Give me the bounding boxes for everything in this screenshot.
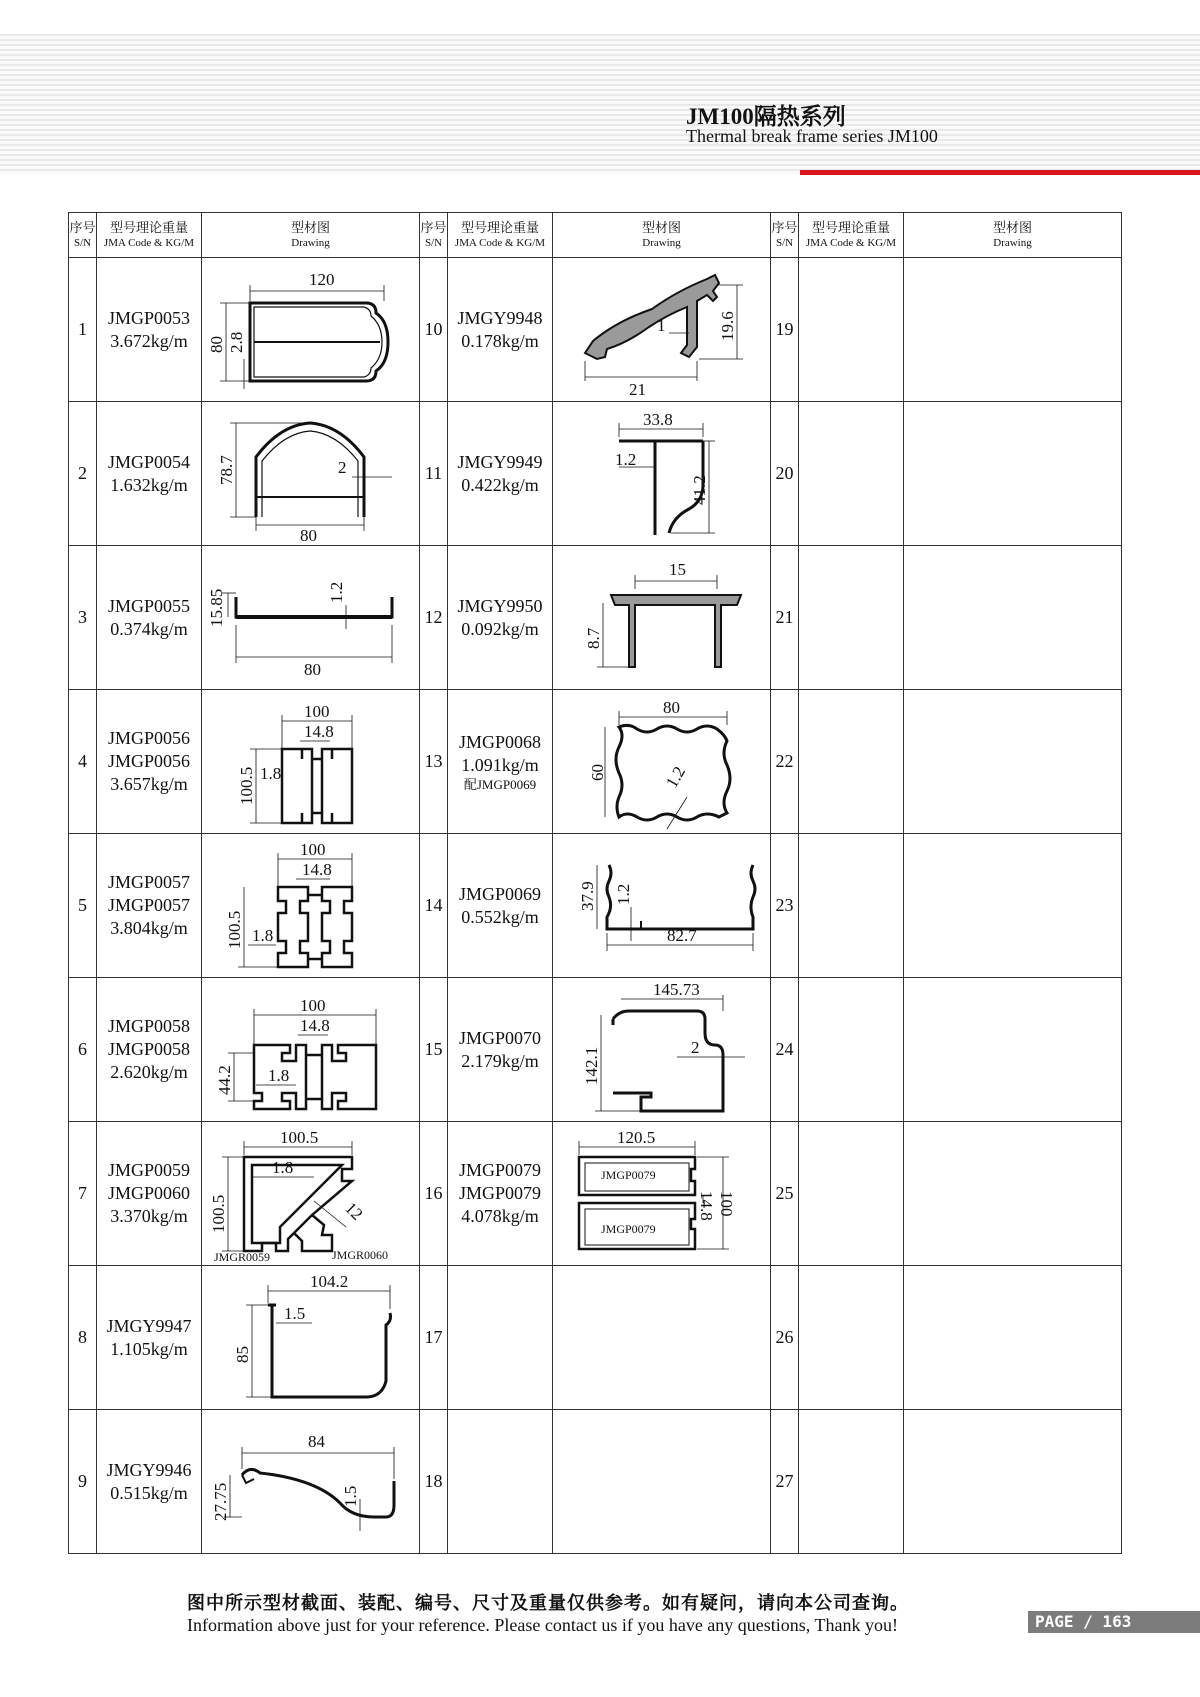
profile-drawing <box>206 1269 416 1407</box>
profile-drawing <box>206 1125 416 1263</box>
code-cell-empty <box>448 1410 553 1554</box>
col-header-drawing: 型材图 Drawing <box>202 213 420 258</box>
sn-cell: 16 <box>420 1122 448 1266</box>
svg-text:78.7: 78.7 <box>216 454 236 485</box>
profile-drawing <box>206 693 416 831</box>
sn-cell: 7 <box>69 1122 97 1266</box>
svg-text:2: 2 <box>337 457 346 477</box>
code-cell: JMGP0070 2.179kg/m <box>448 978 553 1122</box>
drawing-cell-empty <box>904 834 1122 978</box>
svg-text:104.2: 104.2 <box>309 1271 348 1291</box>
svg-text:JMGP0079: JMGP0079 <box>600 1167 656 1182</box>
code-cell-empty <box>799 258 904 402</box>
code-cell-empty <box>448 1266 553 1410</box>
profile-drawing <box>206 261 416 399</box>
sn-cell: 26 <box>771 1266 799 1410</box>
sn-cell: 18 <box>420 1410 448 1554</box>
code-cell: JMGP0053 3.672kg/m <box>97 258 202 402</box>
code-cell-empty <box>799 546 904 690</box>
drawing-cell-empty <box>553 1266 771 1410</box>
drawing-cell <box>553 546 771 690</box>
profile-drawing <box>206 405 416 543</box>
svg-text:44.2: 44.2 <box>214 1064 234 1095</box>
code-cell: JMGP0057 JMGP0057 3.804kg/m <box>97 834 202 978</box>
sn-cell: 2 <box>69 402 97 546</box>
sn-cell: 3 <box>69 546 97 690</box>
footer-note-cn: 图中所示型材截面、装配、编号、尺寸及重量仅供参考。如有疑问，请向本公司查询。 <box>187 1593 909 1614</box>
svg-text:80: 80 <box>662 697 680 717</box>
profile-drawing <box>206 981 416 1119</box>
svg-text:82.7: 82.7 <box>666 925 697 945</box>
table-row <box>69 1122 1122 1266</box>
code-cell: JMGP0054 1.632kg/m <box>97 402 202 546</box>
svg-text:100: 100 <box>303 701 329 721</box>
profile-drawing <box>206 1413 416 1551</box>
svg-text:1.8: 1.8 <box>267 1065 289 1085</box>
code-cell: JMGP0056 JMGP0056 3.657kg/m <box>97 690 202 834</box>
code-cell-empty <box>799 1266 904 1410</box>
drawing-cell <box>553 402 771 546</box>
drawing-cell <box>202 1266 420 1410</box>
col-header-drawing: 型材图 Drawing <box>553 213 771 258</box>
code-cell: JMGP0069 0.552kg/m <box>448 834 553 978</box>
svg-text:JMGP0079: JMGP0079 <box>600 1221 656 1236</box>
svg-text:8.7: 8.7 <box>583 627 603 649</box>
code-cell: JMGP0055 0.374kg/m <box>97 546 202 690</box>
table-header-row <box>69 213 1122 258</box>
sn-cell: 21 <box>771 546 799 690</box>
code-cell: JMGY9947 1.105kg/m <box>97 1266 202 1410</box>
svg-text:100.5: 100.5 <box>236 766 256 805</box>
footer-note-en: Information above just for your reference. Please contact us if you have any questions, Thank you! <box>187 1615 898 1635</box>
code-cell-empty <box>799 690 904 834</box>
svg-text:14.8: 14.8 <box>301 859 332 879</box>
profile-drawing <box>206 549 416 687</box>
drawing-cell-empty <box>904 258 1122 402</box>
svg-text:27.75: 27.75 <box>210 1482 230 1521</box>
col-header-sn: 序号 S/N <box>771 213 799 258</box>
sn-cell: 22 <box>771 690 799 834</box>
svg-text:JMGR0059: JMGR0059 <box>213 1249 270 1263</box>
svg-text:14.8: 14.8 <box>299 1015 330 1035</box>
drawing-cell-empty <box>904 1266 1122 1410</box>
profile-drawing <box>557 693 767 831</box>
table-row <box>69 402 1122 546</box>
svg-text:80: 80 <box>299 525 317 543</box>
table-row <box>69 834 1122 978</box>
svg-text:1.5: 1.5 <box>340 1485 360 1507</box>
sn-cell: 10 <box>420 258 448 402</box>
col-header-code: 型号理论重量 JMA Code & KG/M <box>448 213 553 258</box>
code-cell: JMGY9946 0.515kg/m <box>97 1410 202 1554</box>
svg-text:37.9: 37.9 <box>577 880 597 911</box>
drawing-cell <box>202 1122 420 1266</box>
sn-cell: 6 <box>69 978 97 1122</box>
col-header-sn: 序号 S/N <box>420 213 448 258</box>
drawing-cell-empty <box>553 1410 771 1554</box>
code-cell: JMGP0079 JMGP0079 4.078kg/m <box>448 1122 553 1266</box>
sn-cell: 27 <box>771 1410 799 1554</box>
sn-cell: 1 <box>69 258 97 402</box>
profile-table <box>68 212 1122 1554</box>
sn-cell: 14 <box>420 834 448 978</box>
drawing-cell-empty <box>904 1410 1122 1554</box>
drawing-cell <box>553 258 771 402</box>
svg-text:100: 100 <box>716 1190 736 1216</box>
svg-text:100: 100 <box>299 839 325 859</box>
svg-text:120: 120 <box>308 269 334 289</box>
svg-text:15: 15 <box>668 559 686 579</box>
sn-cell: 9 <box>69 1410 97 1554</box>
svg-text:14.8: 14.8 <box>303 721 334 741</box>
profile-drawing <box>557 261 767 399</box>
svg-text:100.5: 100.5 <box>279 1127 318 1147</box>
drawing-cell-empty <box>904 1122 1122 1266</box>
table-row <box>69 546 1122 690</box>
svg-text:2.8: 2.8 <box>226 331 246 353</box>
sn-cell: 12 <box>420 546 448 690</box>
profile-drawing <box>557 1125 767 1263</box>
sn-cell: 20 <box>771 402 799 546</box>
svg-text:80: 80 <box>303 659 321 679</box>
table-row <box>69 978 1122 1122</box>
series-subtitle: Thermal break frame series JM100 <box>686 126 938 146</box>
table-row <box>69 258 1122 402</box>
code-cell: JMGP0058 JMGP0058 2.620kg/m <box>97 978 202 1122</box>
code-cell: JMGY9948 0.178kg/m <box>448 258 553 402</box>
code-cell-empty <box>799 834 904 978</box>
profile-drawing <box>557 405 767 543</box>
profile-drawing <box>206 837 416 975</box>
profile-drawing <box>557 981 767 1119</box>
col-header-code: 型号理论重量 JMA Code & KG/M <box>97 213 202 258</box>
drawing-cell <box>553 690 771 834</box>
svg-text:100.5: 100.5 <box>224 910 244 949</box>
svg-text:1.2: 1.2 <box>614 449 636 469</box>
sn-cell: 8 <box>69 1266 97 1410</box>
sn-cell: 24 <box>771 978 799 1122</box>
drawing-cell <box>202 402 420 546</box>
sn-cell: 4 <box>69 690 97 834</box>
svg-text:14.8: 14.8 <box>696 1190 716 1221</box>
table-row <box>69 1410 1122 1554</box>
drawing-cell <box>202 690 420 834</box>
sn-cell: 25 <box>771 1122 799 1266</box>
col-header-sn: 序号 S/N <box>69 213 97 258</box>
page-number-badge: PAGE / 163 <box>1028 1611 1200 1633</box>
table-row <box>69 690 1122 834</box>
code-cell: JMGP0068 1.091kg/m 配JMGP0069 <box>448 690 553 834</box>
drawing-cell-empty <box>904 690 1122 834</box>
svg-text:1.2: 1.2 <box>326 581 346 603</box>
svg-text:1: 1 <box>656 315 665 335</box>
svg-text:2: 2 <box>690 1037 699 1057</box>
svg-text:15.85: 15.85 <box>206 588 226 627</box>
drawing-cell <box>202 258 420 402</box>
svg-text:84: 84 <box>307 1431 325 1451</box>
svg-text:145.73: 145.73 <box>652 980 700 999</box>
drawing-cell-empty <box>904 546 1122 690</box>
svg-text:1.8: 1.8 <box>271 1157 293 1177</box>
sn-cell: 17 <box>420 1266 448 1410</box>
code-cell-empty <box>799 1122 904 1266</box>
code-cell: JMGP0059 JMGP0060 3.370kg/m <box>97 1122 202 1266</box>
svg-text:100: 100 <box>299 995 325 1015</box>
series-title: JM100隔热系列 <box>686 104 846 129</box>
code-cell: JMGY9949 0.422kg/m <box>448 402 553 546</box>
sn-cell: 11 <box>420 402 448 546</box>
code-cell: JMGY9950 0.092kg/m <box>448 546 553 690</box>
code-cell-empty <box>799 978 904 1122</box>
drawing-cell <box>553 978 771 1122</box>
svg-text:80: 80 <box>206 335 226 353</box>
col-header-drawing: 型材图 Drawing <box>904 213 1122 258</box>
table-row <box>69 1266 1122 1410</box>
drawing-cell-empty <box>904 978 1122 1122</box>
svg-text:1.8: 1.8 <box>259 763 281 783</box>
profile-drawing <box>557 837 767 975</box>
svg-text:142.1: 142.1 <box>581 1046 601 1085</box>
drawing-cell <box>202 546 420 690</box>
col-header-code: 型号理论重量 JMA Code & KG/M <box>799 213 904 258</box>
drawing-cell <box>202 1410 420 1554</box>
svg-text:21: 21 <box>628 379 646 399</box>
sn-cell: 15 <box>420 978 448 1122</box>
drawing-cell <box>202 834 420 978</box>
svg-text:60: 60 <box>587 763 607 781</box>
code-cell-empty <box>799 1410 904 1554</box>
sn-cell: 19 <box>771 258 799 402</box>
svg-text:19.6: 19.6 <box>717 310 737 341</box>
svg-text:85: 85 <box>232 1345 252 1363</box>
svg-text:1.2: 1.2 <box>613 883 633 905</box>
svg-text:JMGR0060: JMGR0060 <box>331 1247 388 1262</box>
drawing-cell <box>553 834 771 978</box>
code-cell-empty <box>799 402 904 546</box>
sn-cell: 5 <box>69 834 97 978</box>
drawing-cell <box>202 978 420 1122</box>
drawing-cell <box>553 1122 771 1266</box>
svg-text:41.2: 41.2 <box>689 474 709 505</box>
svg-text:33.8: 33.8 <box>642 409 673 429</box>
drawing-cell-empty <box>904 402 1122 546</box>
profile-drawing <box>557 549 767 687</box>
sn-cell: 23 <box>771 834 799 978</box>
header-red-bar <box>800 170 1200 175</box>
sn-cell: 13 <box>420 690 448 834</box>
header-stripe-band <box>0 34 1200 174</box>
svg-text:120.5: 120.5 <box>616 1127 655 1147</box>
svg-text:12: 12 <box>340 1197 367 1224</box>
svg-text:100.5: 100.5 <box>208 1194 228 1233</box>
svg-text:1.8: 1.8 <box>251 925 273 945</box>
svg-text:1.2: 1.2 <box>661 762 689 791</box>
svg-text:1.5: 1.5 <box>283 1303 305 1323</box>
